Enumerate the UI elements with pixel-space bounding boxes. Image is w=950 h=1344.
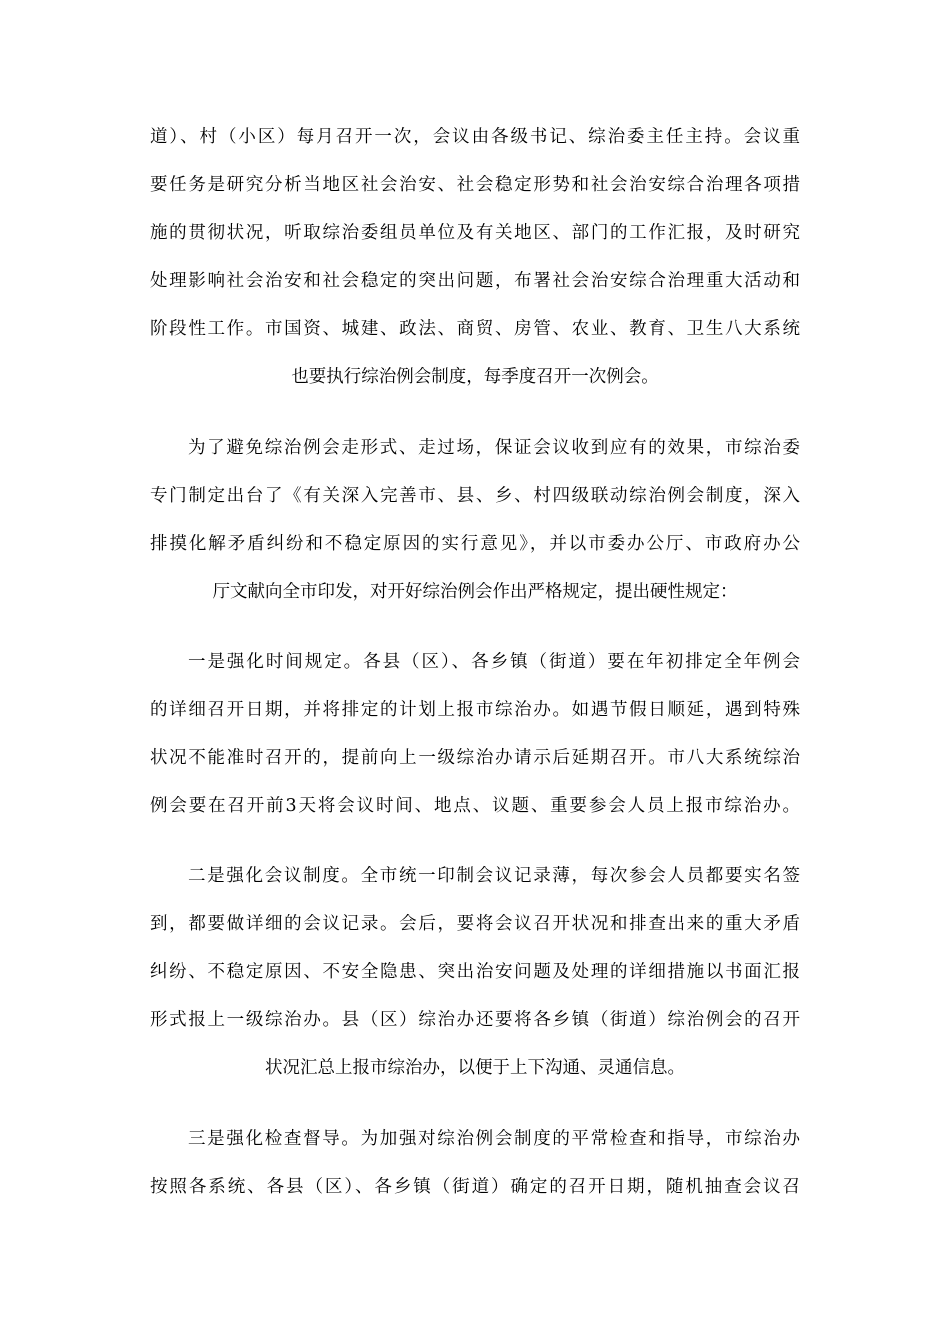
text-line: 要任务是研究分析当地区社会治安、社会稳定形势和社会治安综合治理各项措 (150, 175, 800, 195)
text-line: 形式报上一级综治办。县（区）综治办还要将各乡镇（街道）综治例会的召开 (150, 1010, 800, 1030)
text-line: 纠纷、不稳定原因、不安全隐患、突出治安问题及处理的详细措施以书面汇报 (150, 962, 800, 982)
text-line: 二是强化会议制度。全市统一印制会议记录薄，每次参会人员都要实名签 (188, 866, 800, 886)
text-line: 的详细召开日期，并将排定的计划上报市综治办。如遇节假日顺延，遇到特殊 (150, 700, 800, 720)
text-line: 专门制定出台了《有关深入完善市、县、乡、村四级联动综治例会制度，深入 (150, 486, 800, 506)
text-line: 施的贯彻状况，听取综治委组员单位及有关地区、部门的工作汇报，及时研究 (150, 223, 800, 243)
text-line: 按照各系统、各县（区）、各乡镇（街道）确定的召开日期，随机抽查会议召 (150, 1177, 800, 1197)
text-line: 处理影响社会治安和社会稳定的突出问题，布署社会治安综合治理重大活动和 (150, 271, 800, 291)
text-line: 道）、村（小区）每月召开一次，会议由各级书记、综治委主任主持。会议重 (150, 127, 800, 147)
text-line-last: 状况汇总上报市综治办，以便于上下沟通、灵通信息。 (265, 1058, 685, 1078)
text-line: 状况不能准时召开的，提前向上一级综治办请示后延期召开。市八大系统综治 (150, 748, 800, 768)
text-line: 一是强化时间规定。各县（区）、各乡镇（街道）要在年初排定全年例会 (188, 652, 800, 672)
text-line-last: 也要执行综治例会制度，每季度召开一次例会。 (291, 367, 659, 387)
text-line: 为了避免综治例会走形式、走过场，保证会议收到应有的效果，市综治委 (188, 438, 800, 458)
text-line: 例会要在召开前3天将会议时间、地点、议题、重要参会人员上报市综治办。 (150, 796, 800, 816)
text-line-last: 厅文献向全市印发，对开好综治例会作出严格规定，提出硬性规定： (212, 582, 738, 602)
text-line: 三是强化检查督导。为加强对综治例会制度的平常检查和指导，市综治办 (188, 1129, 800, 1149)
text-line: 阶段性工作。市国资、城建、政法、商贸、房管、农业、教育、卫生八大系统 (150, 319, 800, 339)
text-line: 排摸化解矛盾纠纷和不稳定原因的实行意见》，并以市委办公厅、市政府办公 (150, 534, 800, 554)
text-line: 到，都要做详细的会议记录。会后，要将会议召开状况和排查出来的重大矛盾 (150, 914, 800, 934)
